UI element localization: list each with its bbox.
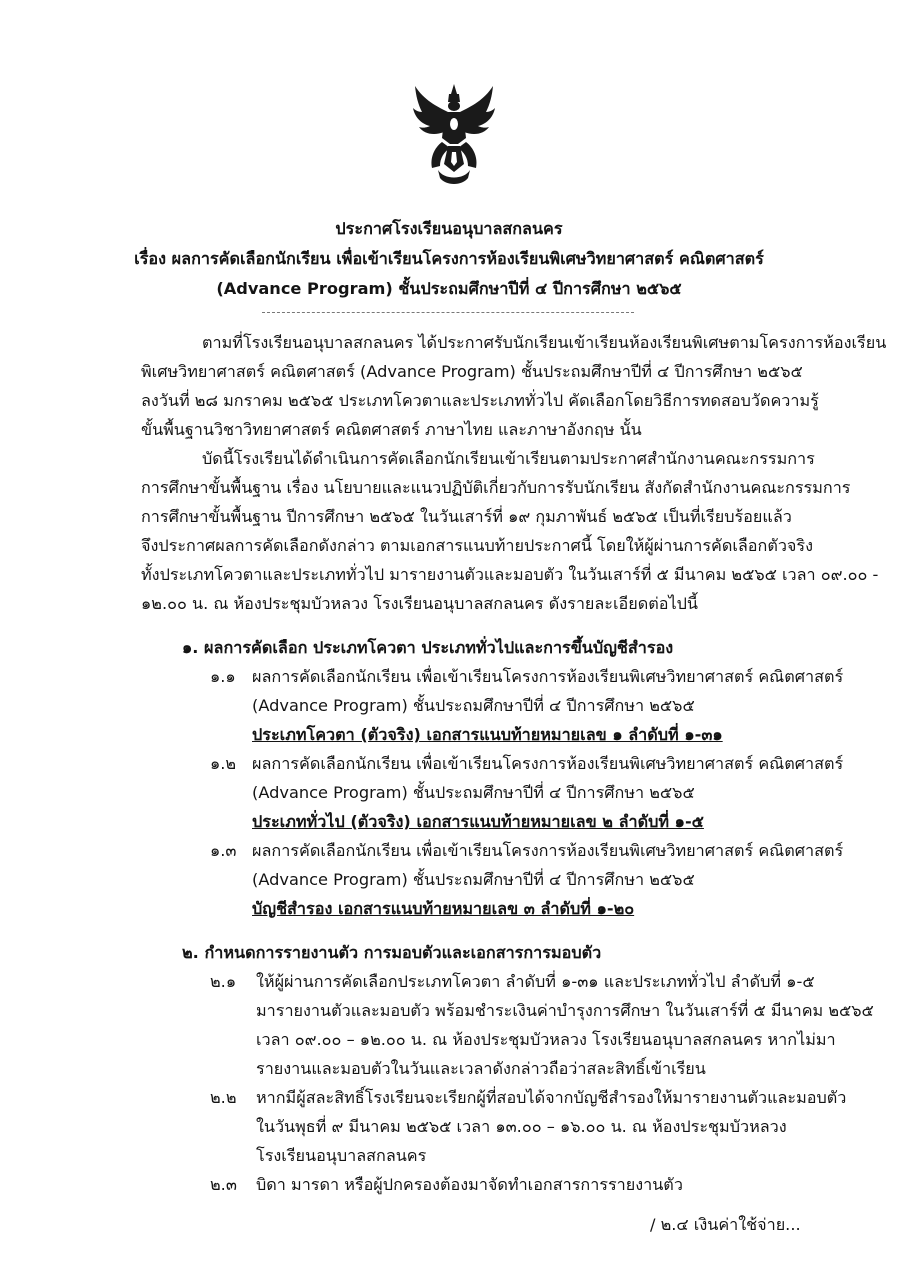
item-text: รายงานและมอบตัวในวันและเวลาดังกล่าวถือว่าสละสิทธิ์เข้าเรียน	[256, 1059, 706, 1078]
item-text: หากมีผู้สละสิทธิ์โรงเรียนจะเรียกผู้ที่สอบได้จากบัญชีสำรองให้มารายงานตัวและมอบตัว	[256, 1088, 847, 1107]
intro-line: ตามที่โรงเรียนอนุบาลสกลนคร ได้ประกาศรับนักเรียนเข้าเรียนห้องเรียนพิเศษตามโครงการห้องเรียน	[202, 333, 887, 352]
announcement-title: ประกาศโรงเรียนอนุบาลสกลนคร	[335, 219, 563, 238]
section-1-title: ๑. ผลการคัดเลือก ประเภทโควตา ประเภททั่วไปและการขึ้นบัญชีสำรอง	[182, 638, 674, 657]
announcement-subject: เรื่อง ผลการคัดเลือกนักเรียน เพื่อเข้าเรียนโครงการห้องเรียนพิเศษวิทยาศาสตร์ คณิตศาสตร์	[134, 249, 764, 268]
announce-line: จึงประกาศผลการคัดเลือกดังกล่าว ตามเอกสารแนบท้ายประกาศนี้ โดยให้ผู้ผ่านการคัดเลือกตัวจริง	[141, 536, 814, 555]
announce-line: การศึกษาขั้นพื้นฐาน ปีการศึกษา ๒๕๖๕ ในวันเสาร์ที่ ๑๙ กุมภาพันธ์ ๒๕๖๕ เป็นที่เรียบร้อยแล้ว	[141, 507, 792, 526]
item-text: ในวันพุธที่ ๙ มีนาคม ๒๕๖๕ เวลา ๑๓.๐๐ – ๑๖.๐๐ น. ณ ห้องประชุมบัวหลวง	[256, 1117, 787, 1136]
item-text: มารายงานตัวและมอบตัว พร้อมชำระเงินค่าบำรุงการศึกษา ในวันเสาร์ที่ ๕ มีนาคม ๒๕๖๕	[256, 1001, 874, 1020]
intro-line: พิเศษวิทยาศาสตร์ คณิตศาสตร์ (Advance Program) ชั้นประถมศึกษาปีที่ ๔ ปีการศึกษา ๒๕๖๕	[141, 362, 803, 381]
item-number: ๒.๓	[210, 1175, 237, 1194]
item-text: (Advance Program) ชั้นประถมศึกษาปีที่ ๔ ปีการศึกษา ๒๕๖๕	[252, 696, 695, 715]
item-text: ให้ผู้ผ่านการคัดเลือกประเภทโควตา ลำดับที่ ๑-๓๑ และประเภททั่วไป ลำดับที่ ๑-๕	[256, 972, 815, 991]
continuation-note: / ๒.๔ เงินค่าใช้จ่าย...	[650, 1215, 801, 1234]
item-text: บิดา มารดา หรือผู้ปกครองต้องมาจัดทำเอกสารการรายงานตัว	[256, 1175, 683, 1194]
intro-line: ขั้นพื้นฐานวิชาวิทยาศาสตร์ คณิตศาสตร์ ภาษาไทย และภาษาอังกฤษ นั้น	[141, 420, 642, 439]
announcement-subject-program: (Advance Program) ชั้นประถมศึกษาปีที่ ๔ ปีการศึกษา ๒๕๖๕	[216, 279, 682, 298]
announce-line: บัดนี้โรงเรียนได้ดำเนินการคัดเลือกนักเรียนเข้าเรียนตามประกาศสำนักงานคณะกรรมการ	[202, 449, 815, 468]
header-divider	[262, 312, 634, 313]
section-2-title: ๒. กำหนดการรายงานตัว การมอบตัวและเอกสารการมอบตัว	[182, 943, 602, 962]
item-text: (Advance Program) ชั้นประถมศึกษาปีที่ ๔ ปีการศึกษา ๒๕๖๕	[252, 783, 695, 802]
item-text: ผลการคัดเลือกนักเรียน เพื่อเข้าเรียนโครงการห้องเรียนพิเศษวิทยาศาสตร์ คณิตศาสตร์	[252, 667, 844, 686]
item-number: ๒.๑	[210, 972, 237, 991]
announce-line: การศึกษาขั้นพื้นฐาน เรื่อง นโยบายและแนวปฏิบัติเกี่ยวกับการรับนักเรียน สังกัดสำนักงานคณะกรรมการ	[141, 478, 851, 497]
item-text: เวลา ๐๙.๐๐ – ๑๒.๐๐ น. ณ ห้องประชุมบัวหลวง โรงเรียนอนุบาลสกลนคร หากไม่มา	[256, 1030, 836, 1049]
item-document-ref: ประเภททั่วไป (ตัวจริง) เอกสารแนบท้ายหมายเลข ๒ ลำดับที่ ๑-๕	[252, 812, 704, 831]
intro-line: ลงวันที่ ๒๘ มกราคม ๒๕๖๕ ประเภทโควตาและประเภททั่วไป คัดเลือกโดยวิธีการทดสอบวัดความรู้	[141, 391, 819, 410]
item-number: ๒.๒	[210, 1088, 237, 1107]
item-text: ผลการคัดเลือกนักเรียน เพื่อเข้าเรียนโครงการห้องเรียนพิเศษวิทยาศาสตร์ คณิตศาสตร์	[252, 841, 844, 860]
item-text: ผลการคัดเลือกนักเรียน เพื่อเข้าเรียนโครงการห้องเรียนพิเศษวิทยาศาสตร์ คณิตศาสตร์	[252, 754, 844, 773]
item-number: ๑.๒	[210, 754, 237, 773]
item-document-ref: บัญชีสำรอง เอกสารแนบท้ายหมายเลข ๓ ลำดับที่ ๑-๒๐	[252, 899, 635, 918]
item-document-ref: ประเภทโควตา (ตัวจริง) เอกสารแนบท้ายหมายเลข ๑ ลำดับที่ ๑-๓๑	[252, 725, 723, 744]
item-text: (Advance Program) ชั้นประถมศึกษาปีที่ ๔ ปีการศึกษา ๒๕๖๕	[252, 870, 695, 889]
item-number: ๑.๑	[210, 667, 236, 686]
announce-line: ทั้งประเภทโควตาและประเภททั่วไป มารายงานตัวและมอบตัว ในวันเสาร์ที่ ๕ มีนาคม ๒๕๖๕ เวลา ๐๙.๐๐ -	[141, 565, 879, 584]
item-text: โรงเรียนอนุบาลสกลนคร	[256, 1146, 427, 1165]
announce-line: ๑๒.๐๐ น. ณ ห้องประชุมบัวหลวง โรงเรียนอนุบาลสกลนคร ดังรายละเอียดต่อไปนี้	[141, 594, 698, 613]
item-number: ๑.๓	[210, 841, 237, 860]
garuda-emblem-icon	[412, 82, 496, 188]
